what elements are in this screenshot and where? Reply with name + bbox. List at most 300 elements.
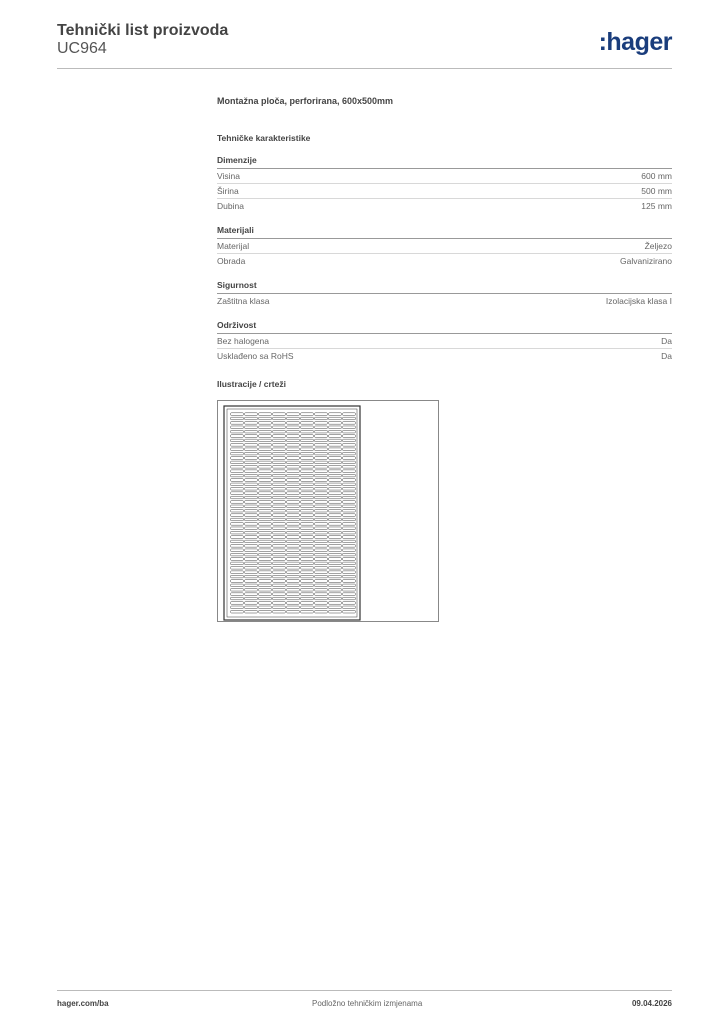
perforation-slot xyxy=(231,549,244,552)
perforation-slot xyxy=(315,558,328,561)
perforation-slot xyxy=(301,558,314,561)
perforation-slot xyxy=(287,606,300,609)
perforation-slot xyxy=(287,444,300,447)
perforation-slot xyxy=(329,417,342,420)
perforation-slot xyxy=(273,422,286,425)
perforation-slot xyxy=(301,422,314,425)
group-safety xyxy=(217,280,672,308)
main-content xyxy=(217,94,672,389)
perforation-slot xyxy=(343,571,356,574)
mounting-plate-illustration xyxy=(218,401,438,621)
perforation-slot xyxy=(231,553,244,556)
perforation-slot xyxy=(315,466,328,469)
perforation-slot xyxy=(315,492,328,495)
perforation-slot xyxy=(231,523,244,526)
perforation-slot xyxy=(301,474,314,477)
perforation-slot xyxy=(329,514,342,517)
perforation-slot xyxy=(259,536,272,539)
perforation-slot xyxy=(231,457,244,460)
perforation-slot xyxy=(245,487,258,490)
perforation-slot xyxy=(287,509,300,512)
perforation-slot xyxy=(231,422,244,425)
perforation-slot xyxy=(245,479,258,482)
perforation-slot xyxy=(231,426,244,429)
perforation-slot xyxy=(245,422,258,425)
perforation-slot xyxy=(315,606,328,609)
perforation-slot xyxy=(301,492,314,495)
perforation-slot xyxy=(315,426,328,429)
perforation-slot xyxy=(231,610,244,613)
perforation-slot xyxy=(259,496,272,499)
perforation-slot xyxy=(273,593,286,596)
row-value: 600 mm xyxy=(641,171,672,181)
perforation-slot xyxy=(273,413,286,416)
perforation-slot xyxy=(231,448,244,451)
perforation-slot xyxy=(301,483,314,486)
perforation-slot xyxy=(301,536,314,539)
perforation-slot xyxy=(315,597,328,600)
perforation-slot xyxy=(259,558,272,561)
logo-text: hager xyxy=(606,28,672,56)
perforation-slot xyxy=(315,523,328,526)
perforation-slot xyxy=(343,422,356,425)
perforation-slot xyxy=(259,444,272,447)
website-link[interactable]: hager.com/ba xyxy=(57,999,109,1008)
perforation-slot xyxy=(245,514,258,517)
perforation-slot xyxy=(287,514,300,517)
perforation-slot xyxy=(315,514,328,517)
perforation-slot xyxy=(315,470,328,473)
perforation-slot xyxy=(231,509,244,512)
perforation-slot xyxy=(343,492,356,495)
perforation-slot xyxy=(231,496,244,499)
perforation-slot xyxy=(329,483,342,486)
perforation-slot xyxy=(245,602,258,605)
row-label: Bez halogena xyxy=(217,336,269,346)
perforation-slot xyxy=(259,461,272,464)
group-title: Dimenzije xyxy=(217,155,672,169)
perforation-slot xyxy=(343,523,356,526)
perforation-slot xyxy=(315,448,328,451)
perforation-slot xyxy=(301,496,314,499)
perforation-slot xyxy=(315,536,328,539)
row-value: Galvanizirano xyxy=(620,256,672,266)
table-row xyxy=(217,199,672,213)
perforation-slot xyxy=(315,505,328,508)
perforation-slot xyxy=(259,523,272,526)
perforation-slot xyxy=(245,439,258,442)
perforation-slot xyxy=(273,527,286,530)
perforation-slot xyxy=(315,575,328,578)
perforation-slot xyxy=(315,610,328,613)
perforation-slot xyxy=(315,439,328,442)
perforation-slot xyxy=(245,426,258,429)
perforation-slot xyxy=(343,474,356,477)
perforation-slot xyxy=(329,492,342,495)
perforation-slot xyxy=(301,597,314,600)
perforation-slot xyxy=(343,567,356,570)
table-row xyxy=(217,254,672,268)
perforation-slot xyxy=(259,540,272,543)
perforation-slot xyxy=(245,448,258,451)
perforation-slot xyxy=(259,448,272,451)
perforation-slot xyxy=(343,531,356,534)
perforation-slot xyxy=(273,562,286,565)
perforation-slot xyxy=(231,430,244,433)
perforation-slot xyxy=(329,536,342,539)
perforation-slot xyxy=(245,575,258,578)
perforation-slot xyxy=(231,558,244,561)
perforation-slot xyxy=(245,531,258,534)
table-row xyxy=(217,184,672,199)
perforation-slot xyxy=(315,430,328,433)
perforation-slot xyxy=(273,553,286,556)
perforation-slot xyxy=(231,588,244,591)
perforation-slot xyxy=(343,413,356,416)
perforation-slot xyxy=(343,549,356,552)
perforation-slot xyxy=(343,540,356,543)
perforation-slot xyxy=(273,426,286,429)
perforation-slot xyxy=(231,466,244,469)
perforation-slot xyxy=(245,505,258,508)
perforation-slot xyxy=(245,501,258,504)
perforation-slot xyxy=(343,452,356,455)
perforation-slot xyxy=(245,452,258,455)
perforation-slot xyxy=(273,602,286,605)
perforation-slot xyxy=(287,474,300,477)
perforation-slot xyxy=(329,501,342,504)
perforation-slot xyxy=(245,470,258,473)
perforation-slot xyxy=(231,514,244,517)
group-dimensions xyxy=(217,155,672,213)
perforation-slot xyxy=(259,474,272,477)
perforation-slot xyxy=(273,580,286,583)
perforation-slot xyxy=(287,545,300,548)
perforation-slot xyxy=(343,470,356,473)
table-row xyxy=(217,294,672,308)
perforation-slot xyxy=(343,461,356,464)
perforation-slot xyxy=(231,602,244,605)
perforation-slot xyxy=(301,417,314,420)
perforation-slot xyxy=(287,452,300,455)
perforation-slot xyxy=(259,514,272,517)
perforation-slot xyxy=(245,523,258,526)
perforation-slot xyxy=(343,602,356,605)
perforation-slot xyxy=(329,553,342,556)
perforation-slot xyxy=(259,562,272,565)
perforation-slot xyxy=(329,430,342,433)
row-label: Širina xyxy=(217,186,239,196)
perforation-slot xyxy=(259,593,272,596)
perforation-slot xyxy=(245,540,258,543)
perforation-slot xyxy=(287,540,300,543)
perforation-slot xyxy=(343,501,356,504)
perforation-slot xyxy=(329,479,342,482)
perforation-slot xyxy=(301,487,314,490)
perforation-slot xyxy=(287,580,300,583)
perforation-slot xyxy=(231,413,244,416)
perforation-slot xyxy=(231,593,244,596)
perforation-slot xyxy=(259,527,272,530)
perforation-slot xyxy=(273,496,286,499)
perforation-slot xyxy=(301,518,314,521)
perforation-slot xyxy=(273,492,286,495)
perforation-slot xyxy=(259,509,272,512)
perforation-slot xyxy=(245,536,258,539)
perforation-slot xyxy=(259,435,272,438)
perforation-slot xyxy=(343,514,356,517)
perforation-slot xyxy=(245,474,258,477)
perforation-slot xyxy=(231,580,244,583)
perforation-slot xyxy=(343,527,356,530)
perforation-slot xyxy=(259,501,272,504)
group-materials xyxy=(217,225,672,268)
perforation-slot xyxy=(301,588,314,591)
illustrations-heading: Ilustracije / crteži xyxy=(217,379,286,389)
perforation-slot xyxy=(273,545,286,548)
perforation-slot xyxy=(329,470,342,473)
table-row xyxy=(217,349,672,363)
perforation-slot xyxy=(301,505,314,508)
table-row xyxy=(217,334,672,349)
perforation-slot xyxy=(301,413,314,416)
perforation-slot xyxy=(231,584,244,587)
perforation-slot xyxy=(343,496,356,499)
perforation-slot xyxy=(301,426,314,429)
perforation-slot xyxy=(245,558,258,561)
perforation-slot xyxy=(273,558,286,561)
perforation-slot xyxy=(259,531,272,534)
perforation-slot xyxy=(273,523,286,526)
perforation-slot xyxy=(273,470,286,473)
perforation-slot xyxy=(259,610,272,613)
perforation-slot xyxy=(301,435,314,438)
row-label: Dubina xyxy=(217,201,244,211)
perforation-slot xyxy=(329,523,342,526)
perforation-slot xyxy=(329,593,342,596)
perforation-slot xyxy=(259,580,272,583)
perforation-slot xyxy=(301,540,314,543)
perforation-slot xyxy=(329,567,342,570)
perforation-slot xyxy=(329,597,342,600)
perforation-slot xyxy=(315,580,328,583)
perforation-slot xyxy=(287,593,300,596)
perforation-slot xyxy=(315,553,328,556)
perforation-slot xyxy=(315,479,328,482)
perforation-slot xyxy=(245,588,258,591)
group-title: Materijali xyxy=(217,225,672,239)
perforation-slot xyxy=(315,527,328,530)
perforation-slot xyxy=(245,553,258,556)
perforation-slot xyxy=(273,466,286,469)
perforation-slot xyxy=(259,430,272,433)
perforation-slot xyxy=(315,435,328,438)
perforation-slot xyxy=(301,509,314,512)
perforation-slot xyxy=(231,479,244,482)
perforation-slot xyxy=(343,444,356,447)
perforation-slot xyxy=(329,610,342,613)
row-value: 125 mm xyxy=(641,201,672,211)
perforation-slot xyxy=(259,487,272,490)
product-drawing xyxy=(217,400,439,622)
perforation-slot xyxy=(315,452,328,455)
perforation-slot xyxy=(315,567,328,570)
perforation-slot xyxy=(329,509,342,512)
perforation-slot xyxy=(343,536,356,539)
document-title: Tehnički list proizvoda xyxy=(57,22,229,39)
perforation-slot xyxy=(259,597,272,600)
perforation-slot xyxy=(287,567,300,570)
perforation-slot xyxy=(231,527,244,530)
perforation-slot xyxy=(231,571,244,574)
perforation-slot xyxy=(273,457,286,460)
perforation-slot xyxy=(343,553,356,556)
perforation-slot xyxy=(245,606,258,609)
perforation-slot xyxy=(273,518,286,521)
perforation-slot xyxy=(231,536,244,539)
row-value: Željezo xyxy=(644,241,672,251)
perforation-slot xyxy=(343,518,356,521)
row-label: Zaštitna klasa xyxy=(217,296,270,306)
page-header xyxy=(57,20,672,69)
perforation-slot xyxy=(301,571,314,574)
perforation-slot xyxy=(315,584,328,587)
perforation-slot xyxy=(231,470,244,473)
perforation-slot xyxy=(315,444,328,447)
table-row xyxy=(217,169,672,184)
perforation-slot xyxy=(287,501,300,504)
perforation-slot xyxy=(343,558,356,561)
perforation-slot xyxy=(315,483,328,486)
perforation-slot xyxy=(245,492,258,495)
perforation-slot xyxy=(301,545,314,548)
perforation-slot xyxy=(231,483,244,486)
perforation-slot xyxy=(287,562,300,565)
perforation-slot xyxy=(329,413,342,416)
perforation-slot xyxy=(315,461,328,464)
perforation-slot xyxy=(273,435,286,438)
perforation-slot xyxy=(329,549,342,552)
perforation-slot xyxy=(287,487,300,490)
perforation-slot xyxy=(273,461,286,464)
perforation-slot xyxy=(287,549,300,552)
perforation-slot xyxy=(315,588,328,591)
perforation-slot xyxy=(245,444,258,447)
perforation-slot xyxy=(329,580,342,583)
perforation-slot xyxy=(329,448,342,451)
perforation-slot xyxy=(343,588,356,591)
perforation-slot xyxy=(245,549,258,552)
perforation-slot xyxy=(273,536,286,539)
perforation-slot xyxy=(259,492,272,495)
perforation-slot xyxy=(245,457,258,460)
perforation-slot xyxy=(259,483,272,486)
perforation-slot xyxy=(273,597,286,600)
perforation-slot xyxy=(343,575,356,578)
page-footer xyxy=(57,990,672,1011)
perforation-slot xyxy=(329,457,342,460)
hager-logo: :hager xyxy=(598,28,672,56)
perforation-slot xyxy=(231,540,244,543)
perforation-slot xyxy=(329,435,342,438)
perforation-slot xyxy=(315,457,328,460)
perforation-slot xyxy=(259,479,272,482)
perforation-slot xyxy=(245,435,258,438)
perforation-slot xyxy=(301,461,314,464)
perforation-slot xyxy=(245,597,258,600)
perforation-slot xyxy=(231,492,244,495)
perforation-slot xyxy=(329,426,342,429)
perforation-slot xyxy=(301,501,314,504)
perforation-slot xyxy=(231,531,244,534)
row-label: Materijal xyxy=(217,241,250,251)
perforation-slot xyxy=(259,575,272,578)
perforation-slot xyxy=(343,430,356,433)
perforation-slot xyxy=(273,509,286,512)
perforation-slot xyxy=(273,514,286,517)
row-value: Da xyxy=(661,336,672,346)
perforation-slot xyxy=(287,470,300,473)
perforation-slot xyxy=(329,540,342,543)
perforation-slot xyxy=(301,580,314,583)
perforation-slot xyxy=(245,567,258,570)
table-row xyxy=(217,239,672,254)
perforation-slot xyxy=(301,470,314,473)
perforation-slot xyxy=(231,452,244,455)
perforation-slot xyxy=(343,509,356,512)
perforation-slot xyxy=(343,483,356,486)
perforation-slot xyxy=(231,518,244,521)
perforation-slot xyxy=(259,439,272,442)
perforation-slot xyxy=(231,444,244,447)
perforation-slot xyxy=(245,610,258,613)
perforation-slot xyxy=(231,461,244,464)
perforation-slot xyxy=(245,527,258,530)
perforation-slot xyxy=(343,479,356,482)
row-label: Usklađeno sa RoHS xyxy=(217,351,294,361)
perforation-slot xyxy=(329,602,342,605)
perforation-slot xyxy=(329,518,342,521)
perforation-slot xyxy=(315,593,328,596)
perforation-slot xyxy=(315,474,328,477)
perforation-slot xyxy=(315,545,328,548)
perforation-slot xyxy=(301,549,314,552)
perforation-slot xyxy=(329,545,342,548)
perforation-slot xyxy=(231,562,244,565)
product-description: Montažna ploča, perforirana, 600x500mm xyxy=(217,96,394,106)
perforation-slot xyxy=(329,487,342,490)
perforation-slot xyxy=(245,580,258,583)
perforation-slot xyxy=(259,413,272,416)
perforation-slot xyxy=(287,426,300,429)
perforation-slot xyxy=(329,466,342,469)
perforation-slot xyxy=(259,452,272,455)
perforation-slot xyxy=(315,549,328,552)
perforation-slot xyxy=(231,474,244,477)
perforation-slot xyxy=(231,417,244,420)
perforation-slot xyxy=(343,562,356,565)
perforation-slot xyxy=(287,466,300,469)
row-label: Visina xyxy=(217,171,240,181)
perforation-slot xyxy=(273,439,286,442)
perforation-slot xyxy=(273,540,286,543)
perforation-slot xyxy=(259,606,272,609)
footer-notice: Podložno tehničkim izmjenama xyxy=(312,999,423,1008)
perforation-slot xyxy=(287,531,300,534)
perforation-slot xyxy=(343,448,356,451)
perforation-slot xyxy=(273,571,286,574)
perforation-slot xyxy=(301,439,314,442)
